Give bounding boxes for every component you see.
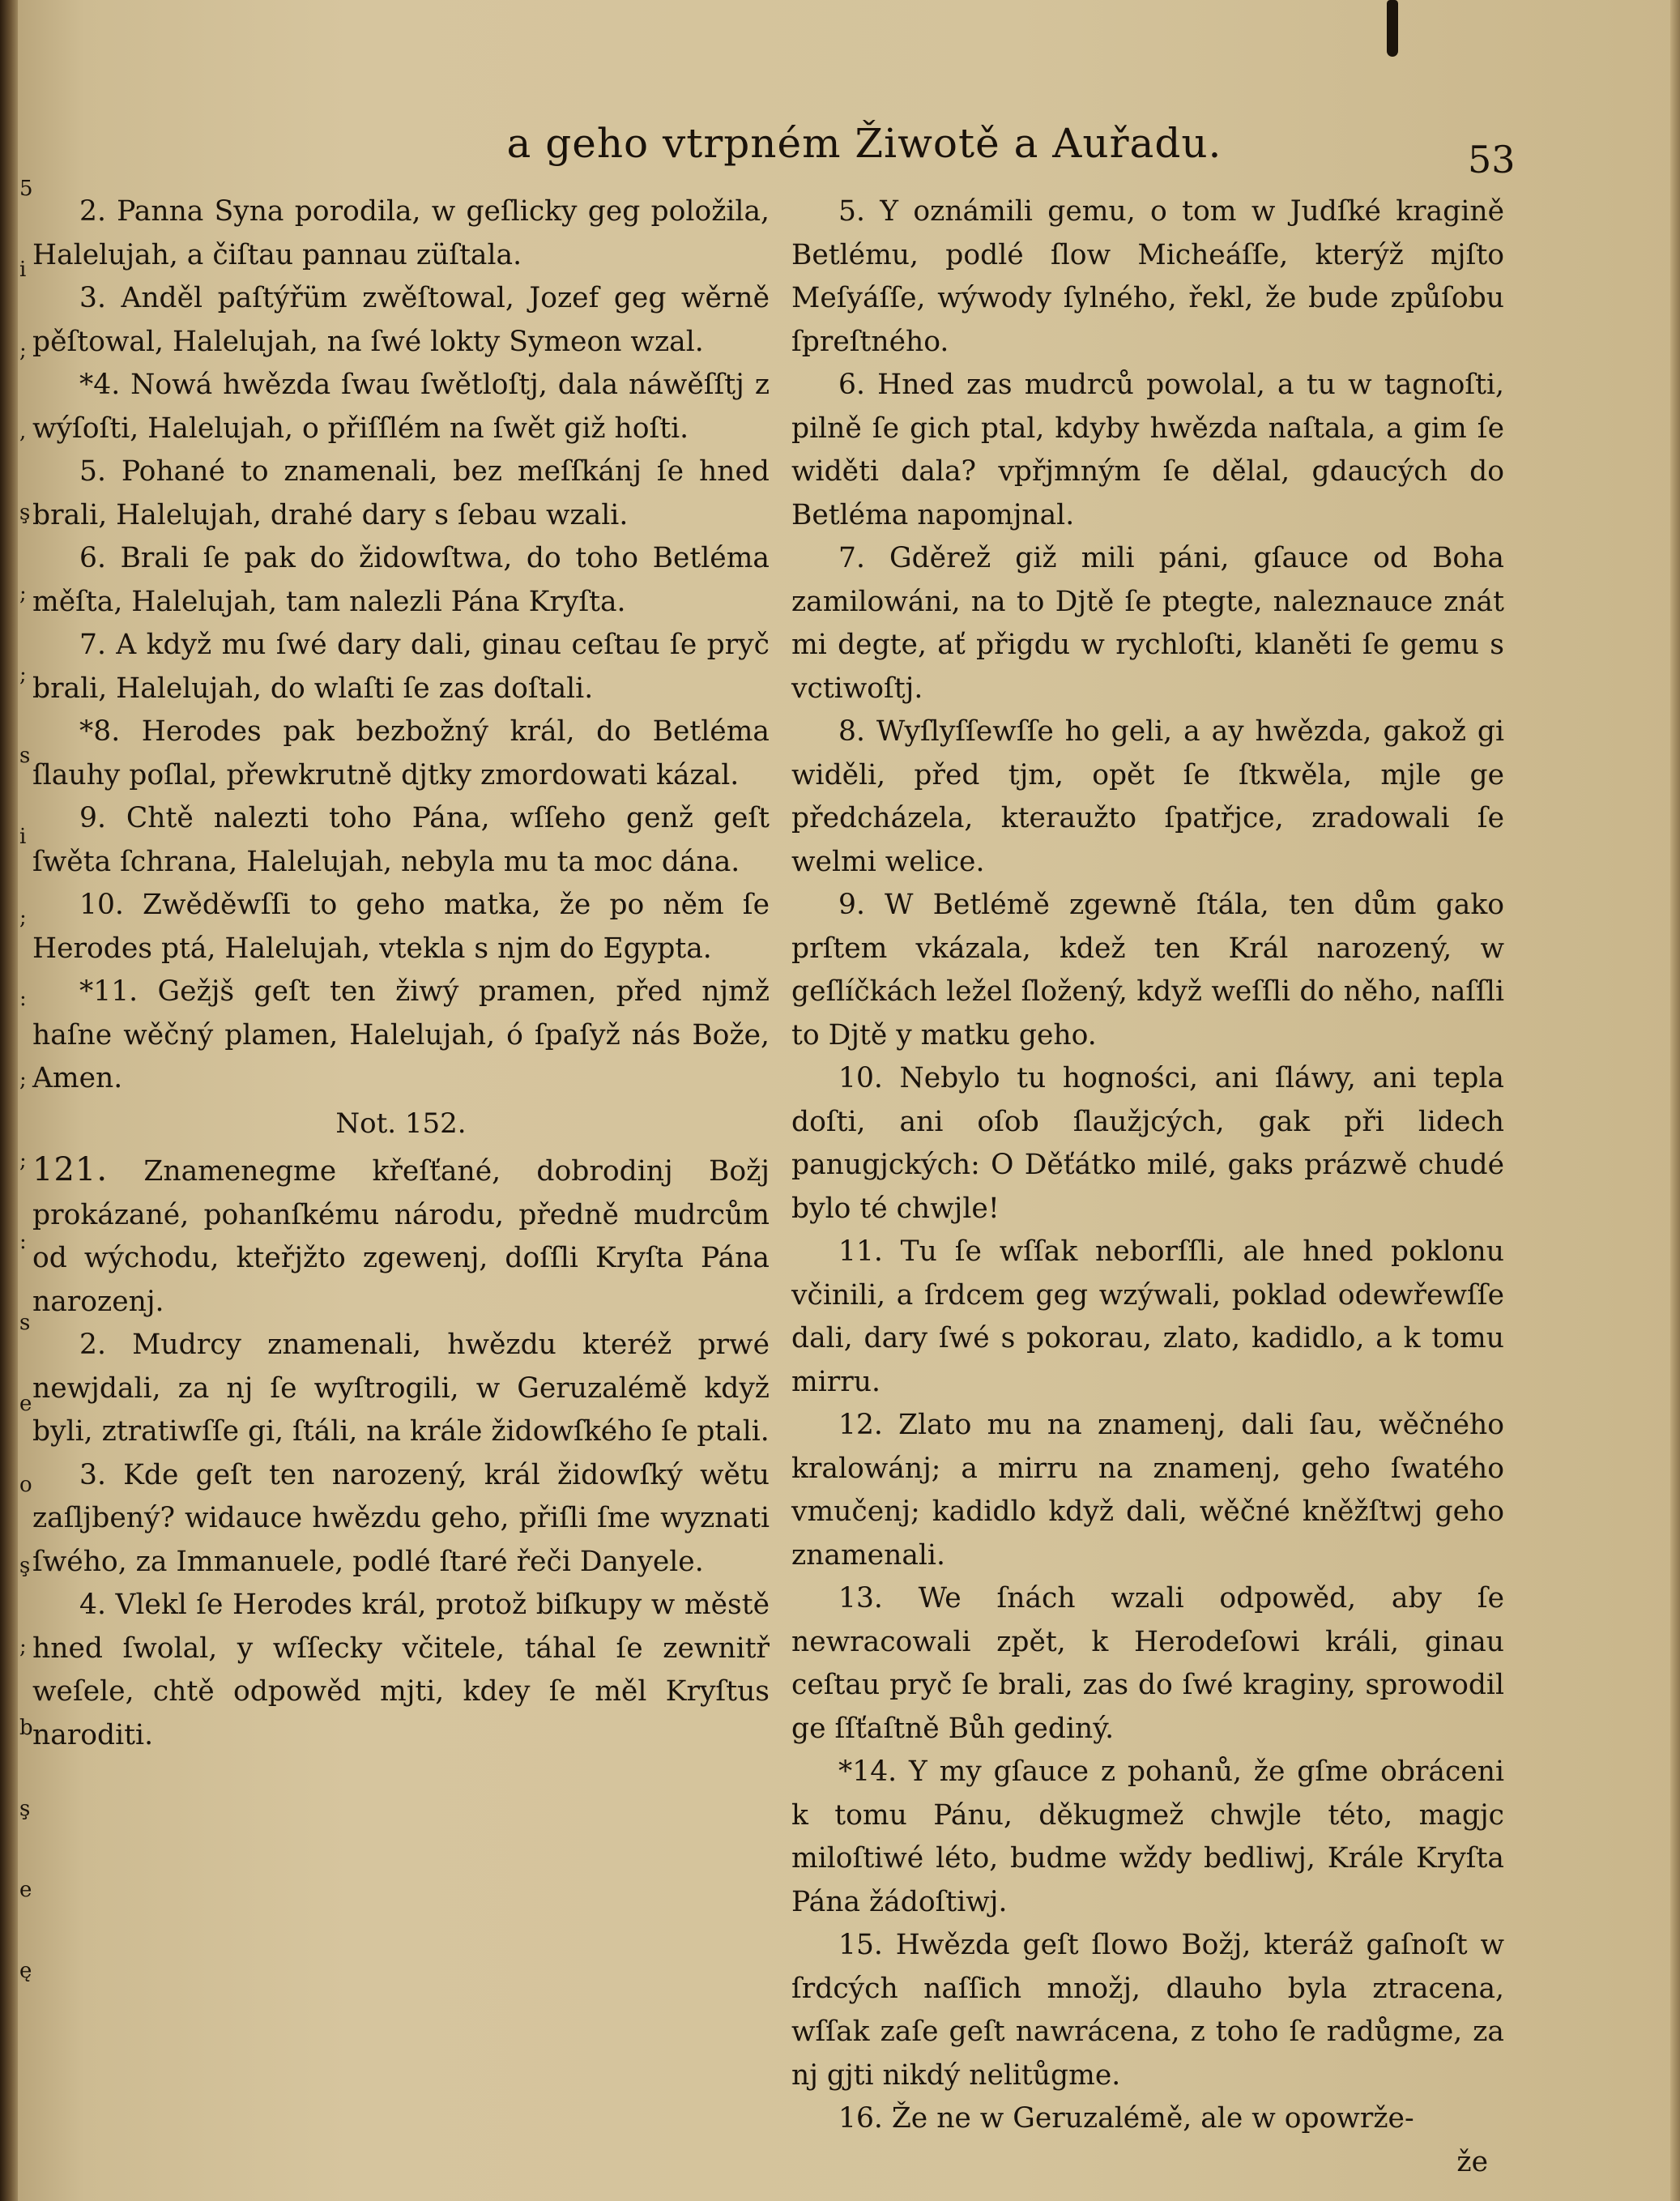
stanza-9: 9. W Betlémě zgewně ſtála, ten dům gako prſtem vkázala, kdež ten Král narozený, w geſlíčkách ležel ſložený, když weſſli do něho, naſſli to Djtě y matku geho. bbox=[791, 889, 1504, 1051]
verse-2: 2. Panna Syna porodila, w geſlicky geg položila, Halelujah, a čiſtau pannau züſtala. bbox=[32, 195, 770, 271]
margin-fragment: ; bbox=[19, 906, 27, 930]
margin-fragment: o bbox=[19, 1473, 32, 1497]
margin-fragment: ş bbox=[19, 501, 31, 525]
hymn-number: 121. bbox=[32, 1151, 109, 1188]
left-column bbox=[32, 190, 770, 1757]
margin-fragment: e bbox=[19, 1878, 32, 1902]
margin-fragment: s bbox=[19, 1311, 31, 1335]
verse-11: *11. Gežjš geſt ten žiwý pramen, před njmž haſne wěčný plamen, Halelujah, ó ſpaſyž nás Bože, Amen. bbox=[32, 975, 770, 1094]
margin-fragment: 5 bbox=[19, 177, 33, 201]
stanza-10: 10. Nebylo tu hogności, ani ſláwy, ani tepla doſti, ani oſob ſlaužjcých, gak při lidech panugjckých: O Děťátko milé, gaks prázwě chudé bylo té chwjle! bbox=[791, 1062, 1504, 1225]
stanza-14: *14. Y my gſauce z pohanů, že gſme obráceni k tomu Pánu, děkugmež chwjle této, magjc miloſtiwé léto, budme wždy bedliwj, Krále Kryſta Pána žádoſtiwj. bbox=[791, 1755, 1504, 1918]
margin-fragment: , bbox=[19, 420, 27, 444]
right-column bbox=[791, 190, 1504, 2184]
hymn-121-first-stanza bbox=[32, 1149, 770, 1324]
verse-7: 7. A když mu ſwé dary dali, ginau ceſtau ſe pryč brali, Halelujah, do wlaſti ſe zas doſtali. bbox=[32, 629, 770, 705]
verse-9: 9. Chtě nalezti toho Pána, wſſeho genž geſt ſwěta ſchrana, Halelujah, nebyla mu ta moc dána. bbox=[32, 802, 770, 878]
verse-4: *4. Nowá hwězda ſwau ſwětloſtj, dala náwěſſtj z wýſoſti, Halelujah, o přiſſlém na ſwět giž hoſti. bbox=[32, 369, 770, 445]
margin-fragment: ; bbox=[19, 339, 27, 363]
margin-fragment: ; bbox=[19, 1068, 27, 1092]
hymn-121-stanza-2: 2. Mudrcy znamenali, hwězdu kteréž prwé newjdali, za nj ſe wyſtrogili, w Geruzalémě když byli, ztratiwſſe gi, ſtáli, na krále židowſkého ſe ptali. bbox=[32, 1329, 770, 1448]
running-title: a geho vtrpném Žiwotě a Auřadu. bbox=[506, 120, 1222, 167]
book-spine bbox=[0, 0, 18, 2201]
margin-fragment: ; bbox=[19, 663, 27, 687]
margin-fragment: ; bbox=[19, 1149, 27, 1173]
stanza-8: 8. Wyſlyſſewſſe ho geli, a ay hwězda, gakož gi widěli, před tjm, opět ſe ſtkwěla, mjle ge předcházela, kteraužto ſpatřjce, zradowali ſe welmi welice. bbox=[791, 715, 1504, 878]
hymn-121-stanza-3: 3. Kde geſt ten narozený, král židowſký wětu zaſljbený? widauce hwězdu geho, přiſli ſme wyznati ſwého, za Immanuele, podlé ſtaré řeči Danyele. bbox=[32, 1458, 770, 1578]
margin-fragment: i bbox=[19, 258, 27, 282]
book-page bbox=[18, 0, 1680, 2201]
verse-10: 10. Zwěděwſſi to geho matka, že po něm ſe Herodes ptá, Halelujah, vtekla s njm do Egypta. bbox=[32, 889, 770, 965]
stanza-15: 15. Hwězda geſt ſlowo Božj, kteráž gaſnoſt w ſrdcých naſſich množj, dlauho byla ztracena, wſſak zaſe geſt nawrácena, z toho ſe radůgme, za nj gjti nikdý nelitůgme. bbox=[791, 1929, 1504, 2092]
ink-blot bbox=[1387, 0, 1398, 57]
stanza-11: 11. Tu ſe wſſak neborſſli, ale hned poklonu včinili, a ſrdcem geg wzýwali, poklad odewřewſſe dali, dary ſwé s pokorau, zlato, kadidlo, a k tomu mirru. bbox=[791, 1235, 1504, 1398]
margin-fragment: ş bbox=[19, 1797, 31, 1821]
stanza-13: 13. We ſnách wzali odpowěd, aby ſe newracowali zpět, k Herodeſowi králi, ginau ceſtau pryč ſe brali, zas do ſwé kraginy, sprowodil ge ſſťaſtně Bůh gediný. bbox=[791, 1582, 1504, 1745]
stanza-7: 7. Gděrež giž mili páni, gſauce od Boha zamilowáni, na to Djtě ſe ptegte, naleznauce znát mi degte, ať přigdu w rychloſti, klaněti ſe gemu s vctiwoſtj. bbox=[791, 542, 1504, 705]
hymn-121-stanza-4: 4. Vlekl ſe Herodes král, protož biſkupy w městě hned ſwolal, y wſſecky včitele, táhal ſe zewnitř weſele, chtě odpowěd mjti, kdey ſe měl Kryſtus naroditi. bbox=[32, 1589, 770, 1751]
margin-fragment: b bbox=[19, 1716, 33, 1740]
verse-6: 6. Brali ſe pak do židowſtwa, do toho Betléma měſta, Halelujah, tam nalezli Pána Kryſta. bbox=[32, 542, 770, 618]
margin-fragment: ; bbox=[19, 582, 27, 606]
page-edge bbox=[1670, 0, 1680, 2201]
verse-5: 5. Pohané to znamenali, bez meſſkánj ſe hned brali, Halelujah, drahé dary s ſebau wzali. bbox=[32, 455, 770, 531]
page-number: 53 bbox=[1468, 138, 1516, 181]
margin-fragment: : bbox=[19, 987, 27, 1011]
margin-fragment: ş bbox=[19, 1554, 31, 1578]
catchword: že bbox=[1456, 2145, 1488, 2178]
stanza-16: 16. Že ne w Geruzalémě, ale w opowrže- bbox=[838, 2102, 1414, 2135]
margin-fragment: i bbox=[19, 825, 27, 849]
margin-fragment: ę bbox=[19, 1959, 32, 1983]
stanza-12: 12. Zlato mu na znamenj, dali ſau, wěčného kralowánj; a mirru na znamenj, geho ſwatého vmučenj; kadidlo když dali, wěčné kněžſtwj geho znamenali. bbox=[791, 1409, 1504, 1572]
verse-3: 3. Anděl paſtýřüm zwěſtowal, Jozef geg wěrně pěſtowal, Halelujah, na ſwé lokty Symeon wzal. bbox=[32, 282, 770, 358]
margin-fragment: ; bbox=[19, 1635, 27, 1659]
stanza-5: 5. Y oznámili gemu, o tom w Judſké kragině Betlému, podlé ſlow Micheáſſe, kterýž mjſto Meſyáſſe, wýwody ſylného, řekl, že bude způſobu ſpreſtného. bbox=[791, 195, 1504, 358]
margin-fragment: s bbox=[19, 744, 31, 768]
verse-8: *8. Herodes pak bezbožný král, do Betléma ſlauhy poſlal, přewkrutně djtky zmordowati kázal. bbox=[32, 715, 770, 791]
margin-fragment: e bbox=[19, 1392, 32, 1416]
hymn-121-text: Znamenegme křeſťané, dobrodinj Božj prokázané, pohanſkému národu, předně mudrcům od wýchodu, kteřjžto zgewenj, doſſli Kryſta Pána narozenj. bbox=[32, 1155, 770, 1318]
tune-label: Not. 152. bbox=[335, 1107, 467, 1140]
stanza-6: 6. Hned zas mudrců powolal, a tu w tagnoſti, pilně ſe gich ptal, kdyby hwězda naſtala, a gim ſe widěti dala? vpřjmným ſe dělal, gdaucých do Betléma napomjnal. bbox=[791, 369, 1504, 531]
margin-fragment: : bbox=[19, 1230, 27, 1254]
